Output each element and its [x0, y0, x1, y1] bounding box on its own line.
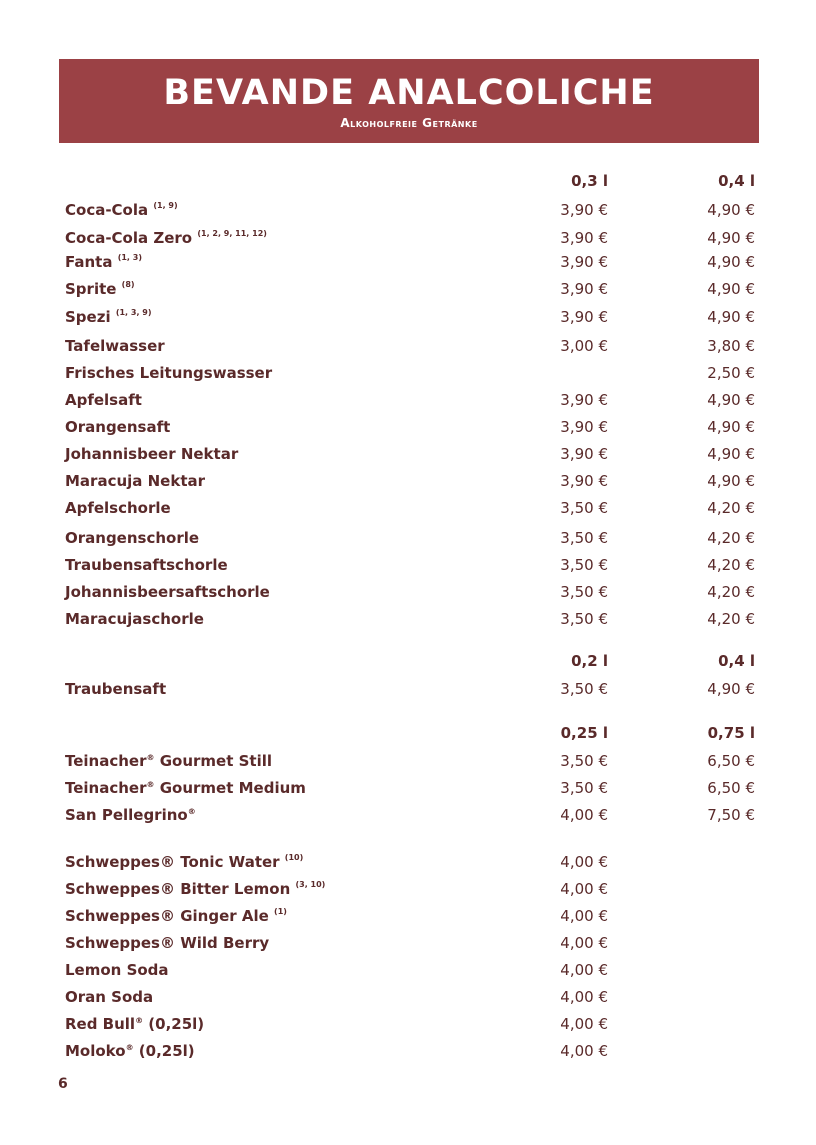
item-name-suffix: Gourmet Medium: [154, 779, 306, 797]
registered-mark: ®: [146, 753, 155, 762]
price-large: 4,20 €: [707, 610, 755, 628]
item-name-text: Teinacher: [65, 779, 147, 797]
item-name-text: Lemon Soda: [65, 961, 169, 979]
item-name-text: Teinacher: [65, 752, 147, 770]
price-small: 3,90 €: [560, 229, 608, 247]
menu-item-row: [65, 777, 755, 799]
page-title: BEVANDE ANALCOLICHE: [163, 73, 655, 113]
item-name: [65, 335, 165, 357]
menu-item-row: [65, 335, 755, 357]
price-small: 4,00 €: [560, 961, 608, 979]
menu-item-row: [65, 986, 755, 1008]
size-label-large: 0,4 l: [718, 172, 755, 190]
registered-mark: ®: [125, 1043, 134, 1052]
item-name-text: Spezi: [65, 308, 111, 326]
price-small: 3,00 €: [560, 337, 608, 355]
price-small: 4,00 €: [560, 1015, 608, 1033]
menu-item-row: [65, 527, 755, 549]
menu-item-row: [65, 678, 755, 700]
item-name: [65, 306, 152, 328]
price-small: 3,50 €: [560, 610, 608, 628]
price-large: 4,20 €: [707, 583, 755, 601]
item-name: [65, 878, 325, 900]
additive-note: (1): [274, 907, 287, 916]
price-large: 4,20 €: [707, 499, 755, 517]
item-name: [65, 678, 166, 700]
price-large: 4,90 €: [707, 418, 755, 436]
price-small: 4,00 €: [560, 880, 608, 898]
price-large: 4,20 €: [707, 529, 755, 547]
item-name-text: Fanta: [65, 253, 113, 271]
size-header-row: [65, 170, 755, 192]
additive-note: (1, 3): [117, 253, 142, 262]
item-name: [65, 608, 204, 630]
item-name: [65, 777, 306, 799]
additive-note: (1, 9): [153, 201, 178, 210]
item-name: [65, 1013, 204, 1035]
additive-note: (1, 3, 9): [115, 308, 152, 317]
price-large: 6,50 €: [707, 779, 755, 797]
item-name-text: Moloko: [65, 1042, 126, 1060]
price-large: 4,90 €: [707, 680, 755, 698]
item-name-text: Traubensaft: [65, 680, 167, 698]
item-name: [65, 959, 169, 981]
item-name: [65, 851, 303, 873]
item-name-text: Orangenschorle: [65, 529, 200, 547]
price-small: 4,00 €: [560, 988, 608, 1006]
price-small: 3,90 €: [560, 445, 608, 463]
menu-item-row: [65, 932, 755, 954]
menu-item-row: [65, 362, 755, 384]
price-small: 3,90 €: [560, 253, 608, 271]
page-number: 6: [58, 1076, 68, 1092]
item-name-text: Red Bull: [65, 1015, 136, 1033]
item-name-text: Schweppes® Bitter Lemon: [65, 880, 291, 898]
price-small: 3,50 €: [560, 529, 608, 547]
item-name: [65, 251, 142, 273]
item-name: [65, 1040, 195, 1062]
price-large: 2,50 €: [707, 364, 755, 382]
item-name-text: Frisches Leitungswasser: [65, 364, 273, 382]
title-banner: [59, 59, 759, 143]
item-name-text: Apfelschorle: [65, 499, 171, 517]
additive-note: (3, 10): [295, 880, 326, 889]
price-small: 3,50 €: [560, 556, 608, 574]
price-large: 4,20 €: [707, 556, 755, 574]
item-name: [65, 554, 228, 576]
item-name-text: Tafelwasser: [65, 337, 165, 355]
item-name-suffix: (0,25l): [133, 1042, 195, 1060]
menu-item-row: [65, 959, 755, 981]
menu-item-row: [65, 851, 755, 873]
menu-item-row: [65, 251, 755, 273]
price-small: 4,00 €: [560, 934, 608, 952]
item-name-suffix: Gourmet Still: [154, 752, 273, 770]
price-large: 3,80 €: [707, 337, 755, 355]
menu-item-row: [65, 1013, 755, 1035]
additive-note: (10): [284, 853, 304, 862]
item-name: [65, 527, 199, 549]
item-name-suffix: (0,25l): [143, 1015, 205, 1033]
menu-item-row: [65, 905, 755, 927]
menu-item-row: [65, 199, 755, 221]
item-name: [65, 932, 269, 954]
item-name: [65, 804, 196, 826]
item-name: [65, 581, 270, 603]
menu-item-row: [65, 497, 755, 519]
price-small: 4,00 €: [560, 1042, 608, 1060]
menu-item-row: [65, 443, 755, 465]
item-name: [65, 362, 272, 384]
menu-item-row: [65, 278, 755, 300]
item-name-text: Johannisbeersaftschorle: [65, 583, 270, 601]
price-small: 3,90 €: [560, 280, 608, 298]
menu-item-row: [65, 470, 755, 492]
price-small: 4,00 €: [560, 806, 608, 824]
price-large: 4,90 €: [707, 472, 755, 490]
menu-item-row: [65, 416, 755, 438]
item-name: [65, 416, 170, 438]
item-name-text: Maracujaschorle: [65, 610, 204, 628]
item-name-text: Schweppes® Wild Berry: [65, 934, 270, 952]
item-name-text: Apfelsaft: [65, 391, 142, 409]
price-large: 6,50 €: [707, 752, 755, 770]
item-name: [65, 470, 205, 492]
additive-note: (1, 2, 9, 11, 12): [197, 229, 267, 238]
item-name: [65, 278, 135, 300]
registered-mark: ®: [187, 807, 196, 816]
price-large: 4,90 €: [707, 253, 755, 271]
size-label-large: 0,4 l: [718, 652, 755, 670]
price-large: 4,90 €: [707, 280, 755, 298]
menu-item-row: [65, 227, 755, 249]
price-large: 4,90 €: [707, 391, 755, 409]
price-large: 4,90 €: [707, 308, 755, 326]
item-name-text: Johannisbeer Nektar: [65, 445, 239, 463]
price-small: 4,00 €: [560, 853, 608, 871]
price-small: 3,90 €: [560, 472, 608, 490]
item-name: [65, 389, 142, 411]
menu-item-row: [65, 389, 755, 411]
menu-item-row: [65, 554, 755, 576]
menu-item-row: [65, 306, 755, 328]
menu-item-row: [65, 1040, 755, 1062]
item-name: [65, 443, 238, 465]
registered-mark: ®: [146, 780, 155, 789]
item-name: [65, 199, 178, 221]
item-name-text: Schweppes® Tonic Water: [65, 853, 280, 871]
price-small: 3,50 €: [560, 680, 608, 698]
price-small: 3,50 €: [560, 752, 608, 770]
size-label-small: 0,2 l: [571, 652, 608, 670]
item-name-text: Schweppes® Ginger Ale: [65, 907, 269, 925]
additive-note: (8): [121, 280, 135, 289]
price-large: 4,90 €: [707, 445, 755, 463]
menu-item-row: [65, 608, 755, 630]
item-name: [65, 750, 272, 772]
item-name-text: Coca-Cola Zero: [65, 229, 193, 247]
price-small: 3,50 €: [560, 583, 608, 601]
price-small: 3,90 €: [560, 418, 608, 436]
page-subtitle: Alkoholfreie Getränke: [340, 116, 478, 130]
price-small: 4,00 €: [560, 907, 608, 925]
item-name-text: Sprite: [65, 280, 117, 298]
item-name: [65, 227, 267, 249]
price-large: 4,90 €: [707, 229, 755, 247]
price-large: 7,50 €: [707, 806, 755, 824]
menu-item-row: [65, 878, 755, 900]
size-label-large: 0,75 l: [707, 724, 755, 742]
item-name-text: Orangensaft: [65, 418, 171, 436]
price-large: 4,90 €: [707, 201, 755, 219]
item-name-text: Traubensaftschorle: [65, 556, 228, 574]
price-small: 3,50 €: [560, 499, 608, 517]
size-label-small: 0,25 l: [560, 724, 608, 742]
menu-item-row: [65, 750, 755, 772]
item-name-text: Oran Soda: [65, 988, 154, 1006]
price-small: 3,90 €: [560, 391, 608, 409]
price-small: 3,90 €: [560, 308, 608, 326]
size-label-small: 0,3 l: [571, 172, 608, 190]
item-name: [65, 497, 171, 519]
menu-item-row: [65, 581, 755, 603]
item-name-text: San Pellegrino: [65, 806, 188, 824]
registered-mark: ®: [135, 1016, 144, 1025]
item-name: [65, 986, 153, 1008]
price-small: 3,50 €: [560, 779, 608, 797]
menu-item-row: [65, 804, 755, 826]
item-name-text: Maracuja Nektar: [65, 472, 206, 490]
size-header-row: [65, 650, 755, 672]
item-name: [65, 905, 287, 927]
item-name-text: Coca-Cola: [65, 201, 149, 219]
size-header-row: [65, 722, 755, 744]
price-small: 3,90 €: [560, 201, 608, 219]
